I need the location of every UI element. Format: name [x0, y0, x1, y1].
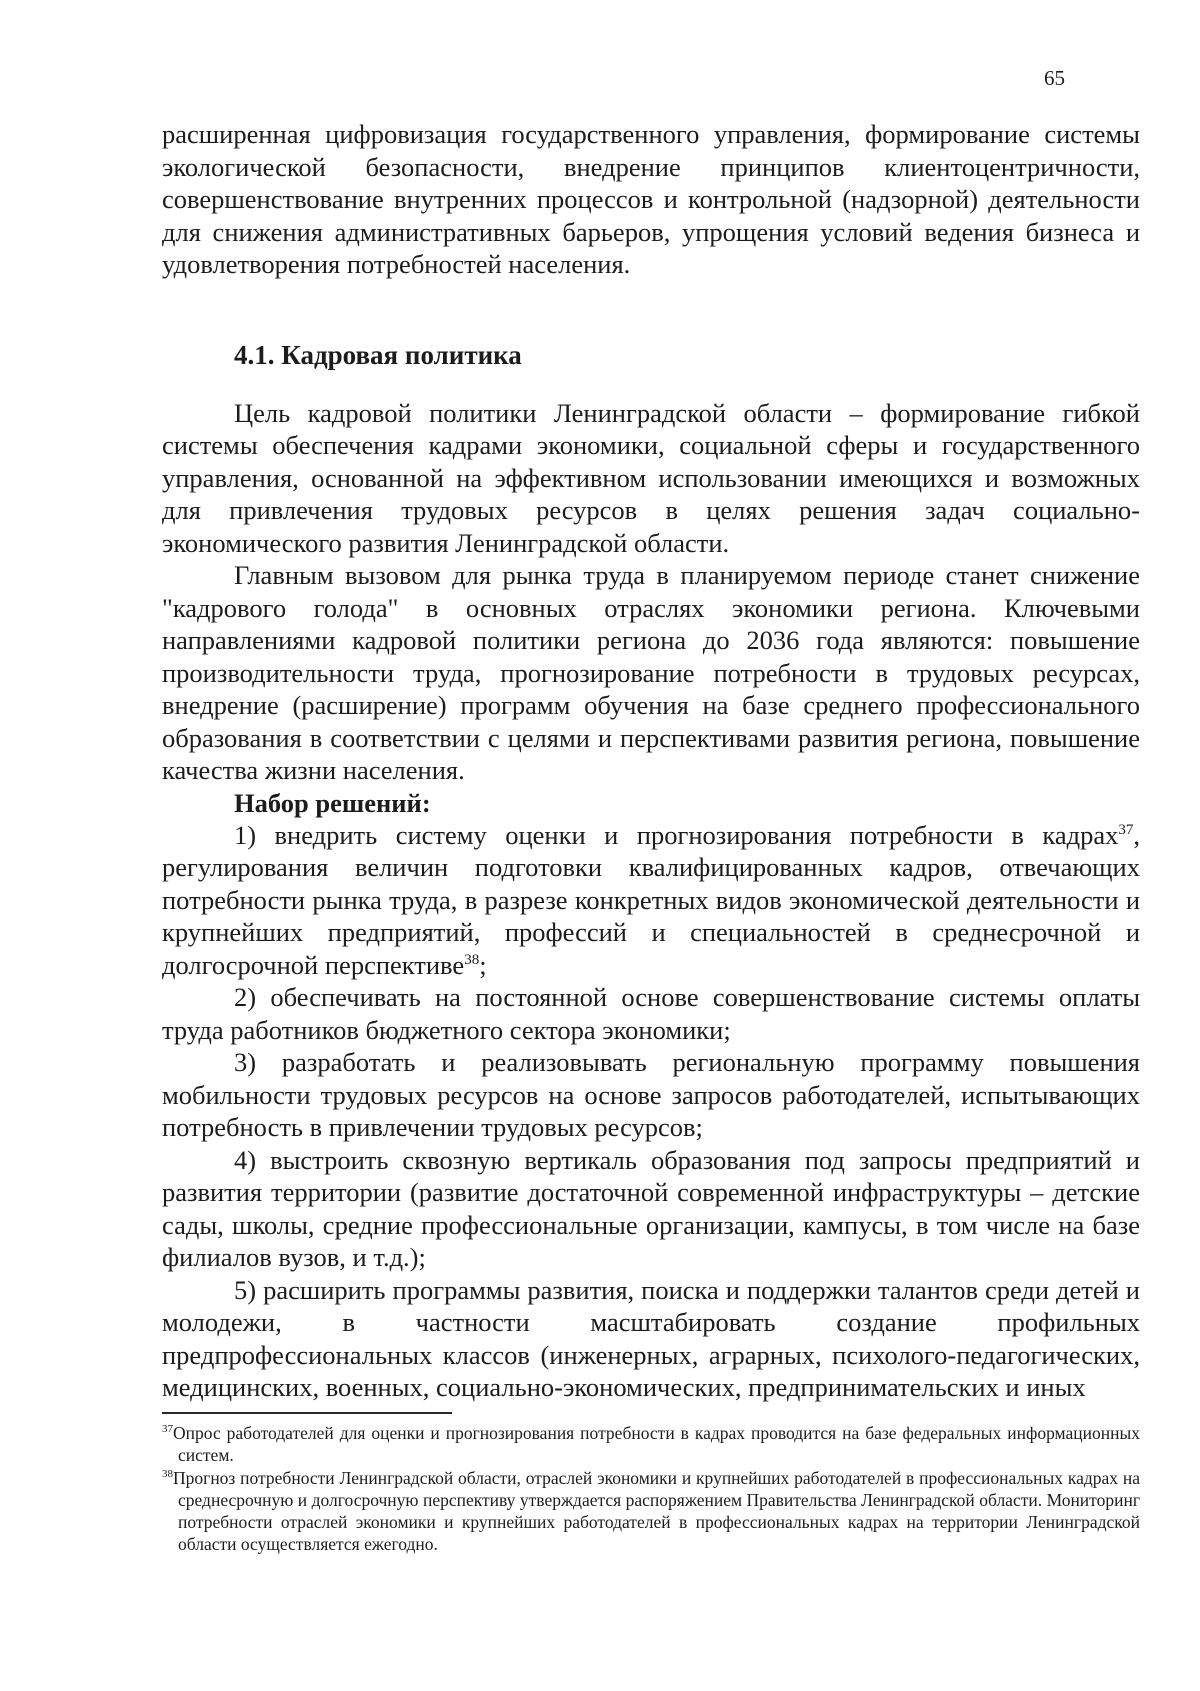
solution-item-3: 3) разработать и реализовывать региональную программу повышения мобильности трудовых ресурсов на основе запросов работодателей, испытывающих потребность в привлечении трудовых ресурсов; — [162, 1047, 1140, 1142]
footnote-ref-38[interactable]: 38 — [464, 951, 480, 968]
footnote-38-mark: 38 — [162, 1468, 173, 1481]
solution-item-1-text-c: ; — [479, 949, 487, 980]
footnote-37 — [162, 1422, 1140, 1466]
section-title: 4.1. Кадровая политика — [234, 339, 522, 370]
footnotes — [162, 1412, 1140, 1556]
footnote-separator — [162, 1412, 452, 1414]
solution-item-4: 4) выстроить сквозную вертикаль образования под запросы предприятий и развития территории (развитие достаточной современной инфраструктуры – детские сады, школы, средние профессиональные организации, кампусы, в том числе на базе филиалов вузов, и т.д.); — [162, 1144, 1140, 1272]
footnote-37-text: Опрос работодателей для оценки и прогнозирования потребности в кадрах проводится на базе федеральных информационных систем. — [173, 1423, 1140, 1465]
solution-item-1 — [162, 819, 1140, 982]
footnote-37-mark: 37 — [162, 1423, 173, 1436]
footnote-38-text: Прогноз потребности Ленинградской области, отраслей экономики и крупнейших работодателей в профессиональных кадрах на среднесрочную и долгосрочную перспективу утверждается распоряжением Правительства Ленинградской области. Мониторинг потребности отраслей экономики и крупнейших работодателей в профессиональных кадрах на территории Ленинградской области осуществляется ежегодно. — [173, 1468, 1140, 1554]
paragraph-goal: Цель кадровой политики Ленинградской области – формирование гибкой системы обеспечения кадрами экономики, социальной сферы и государственного управления, основанной на эффективном использовании имеющихся и возможных для привлечения трудовых ресурсов в целях решения задач социально-экономического развития Ленинградской области. — [162, 397, 1140, 558]
solution-item-2: 2) обеспечивать на постоянной основе совершенствование системы оплаты труда работников бюджетного сектора экономики; — [162, 982, 1140, 1045]
footnote-38 — [162, 1467, 1140, 1555]
page-number: 65 — [1044, 66, 1065, 90]
main-text — [162, 118, 1140, 1404]
solution-item-1-text-b: , регулирования величин подготовки квалифицированных кадров, отвечающих потребности рынка труда, в разрезе конкретных видов экономической деятельности и крупнейших предприятий, профессий и специальностей в среднесрочной и долгосрочной перспективе — [162, 819, 1140, 980]
solution-item-1-text-a: 1) внедрить систему оценки и прогнозирования потребности в кадрах — [234, 819, 1119, 850]
solutions-title: Набор решений: — [234, 787, 431, 818]
paragraph-challenge: Главным вызовом для рынка труда в планируемом периоде станет снижение "кадрового голода" в основных отраслях экономики региона. Ключевыми направлениями кадровой политики региона до 2036 года являются: повышение производительности труда, прогнозирование потребности в трудовых ресурсах, внедрение (расширение) программ обучения на базе среднего профессионального образования в соответствии с целями и перспективами развития региона, повышение качества жизни населения. — [162, 560, 1140, 785]
intro-paragraph: расширенная цифровизация государственного управления, формирование системы экологической безопасности, внедрение принципов клиентоцентричности, совершенствование внутренних процессов и контрольной (надзорной) деятельности для снижения административных барьеров, упрощения условий ведения бизнеса и удовлетворения потребностей населения. — [162, 119, 1140, 279]
solution-item-5: 5) расширить программы развития, поиска и поддержки талантов среди детей и молодежи, в частности масштабировать создание профильных предпрофессиональных классов (инженерных, аграрных, психолого-педагогических, медицинских, военных, социально-экономических, предпринимательских и иных — [162, 1274, 1140, 1402]
footnote-ref-37[interactable]: 37 — [1118, 821, 1134, 838]
